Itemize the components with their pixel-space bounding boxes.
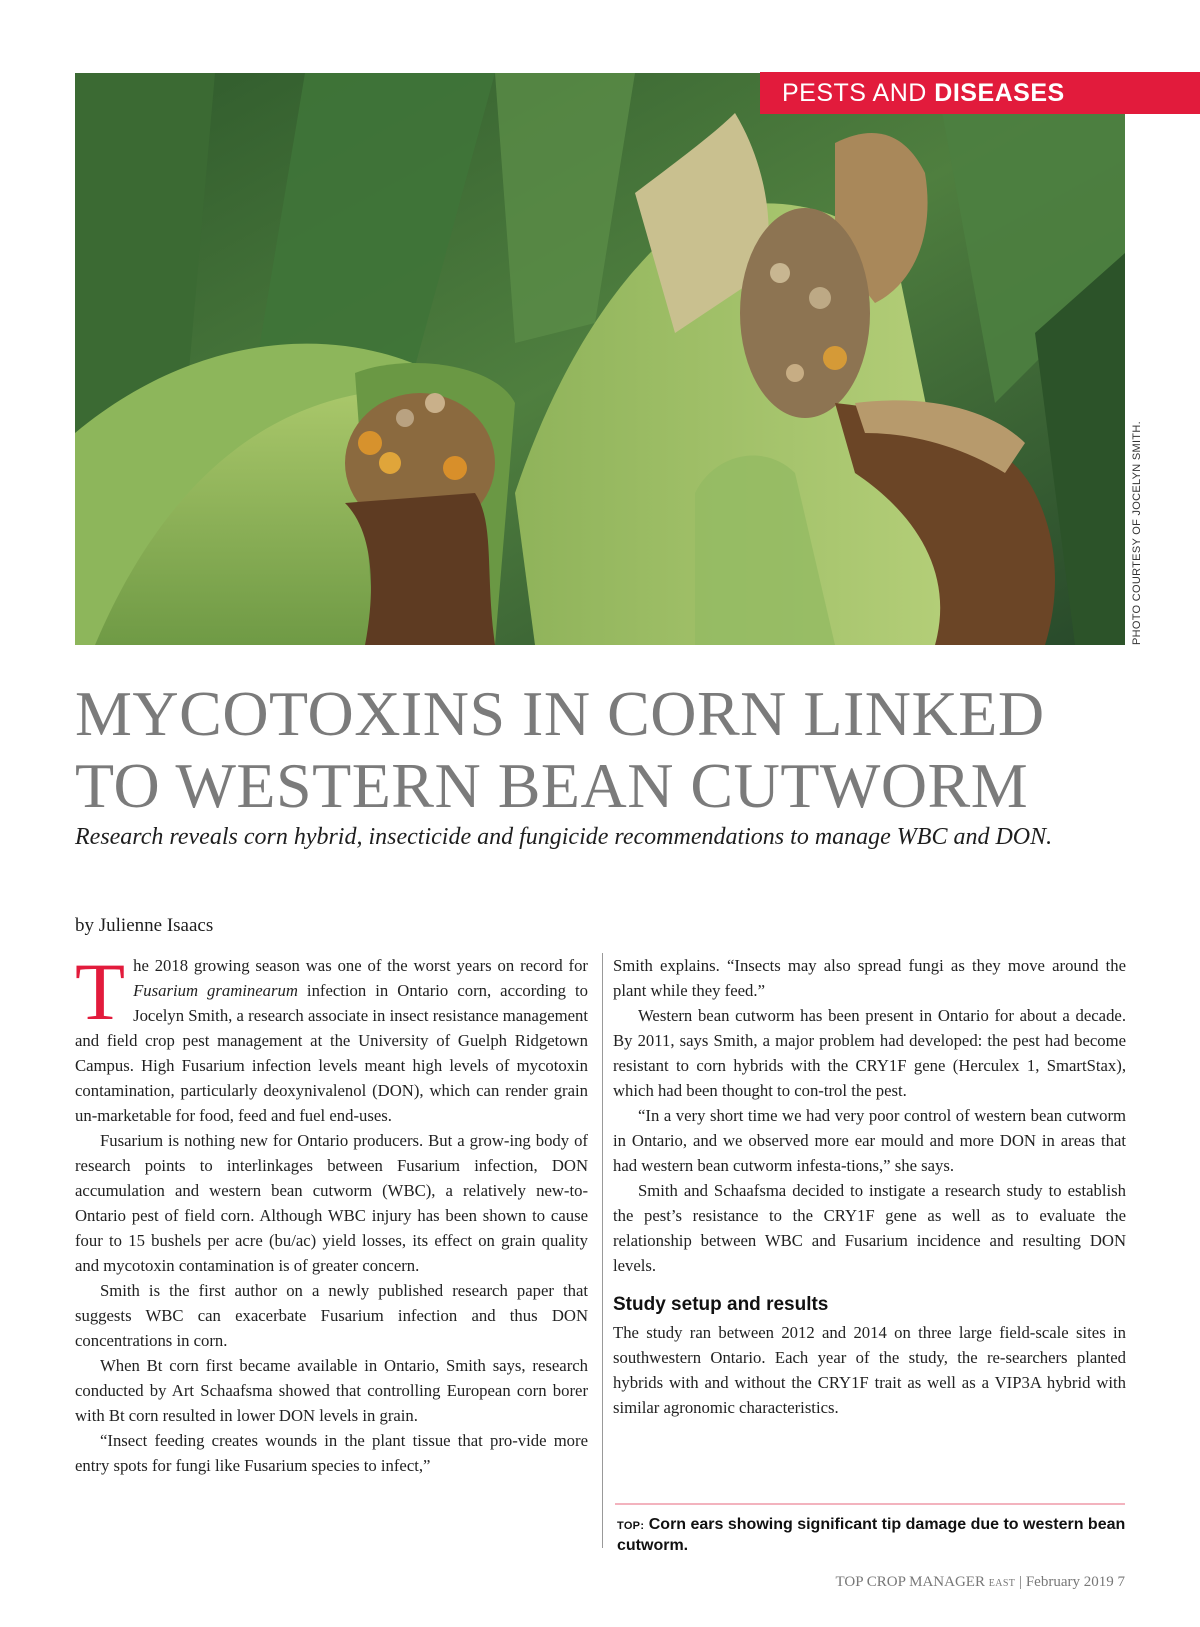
paragraph: Smith explains. “Insects may also spread fungi as they move around the plant while they feed.” bbox=[613, 956, 1126, 1000]
section-tag-bold: DISEASES bbox=[934, 79, 1065, 107]
species-name: Fusarium graminearum bbox=[133, 981, 298, 1000]
paragraph: Western bean cutworm has been present in Ontario for about a decade. By 2011, says Smith, a major problem had developed: the pest had become resistant to corn hybrids with the CRY1F gene (Herculex 1, SmartStax), which had been thought to con-trol the pest. bbox=[613, 1006, 1126, 1100]
corn-ears-illustration bbox=[75, 73, 1125, 645]
page-footer bbox=[835, 1574, 1125, 1591]
paragraph: “In a very short time we had very poor control of western bean cutworm in Ontario, and we observed more ear mould and more DON in areas that had western bean cutworm infesta-tions,” she says. bbox=[613, 1106, 1126, 1175]
drop-cap: T bbox=[75, 946, 126, 1037]
photo-caption bbox=[617, 1515, 1127, 1556]
paragraph: “Insect feeding creates wounds in the plant tissue that pro-vide more entry spots for fungi like Fusarium species to infect,” bbox=[75, 1431, 588, 1475]
paragraph: When Bt corn first became available in Ontario, Smith says, research conducted by Art Schaafsma showed that controlling European corn borer with Bt corn resulted in lower DON levels in grain. bbox=[75, 1356, 588, 1425]
article-column-right bbox=[613, 953, 1126, 1420]
paragraph: The study ran between 2012 and 2014 on three large field-scale sites in southwestern Ontario. Each year of the study, the re-searchers planted hybrids with and without the CRY1F trait as well as a VIP3A hybrid with similar agronomic characteristics. bbox=[613, 1323, 1126, 1417]
caption-text: Corn ears showing significant tip damage due to western bean cutworm. bbox=[617, 1516, 1126, 1554]
paragraph: Fusarium is nothing new for Ontario producers. But a grow-ing body of research points to interlinkages between Fusarium infection, DON accumulation and western bean cutworm (WBC), a relatively new-to-Ontario pest of field corn. Although WBC injury has been shown to cause four to 15 bushels per acre (bu/ac) yield losses, its effect on grain quality and mycotoxin contamination is of greater concern. bbox=[75, 1131, 588, 1275]
caption-rule bbox=[615, 1503, 1125, 1505]
section-tag bbox=[760, 72, 1200, 114]
paragraph bbox=[75, 946, 588, 1128]
paragraph: Smith is the first author on a newly published research paper that suggests WBC can exacerbate Fusarium infection and thus DON concentrations in corn. bbox=[75, 1281, 588, 1350]
headline-line-2: TO WESTERN BEAN CUTWORM bbox=[75, 750, 1029, 821]
paragraph-text: infection in Ontario corn, according to Jocelyn Smith, a research associate in insect resistance management and field crop pest management at the University of Guelph Ridgetown Campus. High Fusarium infection levels meant high levels of mycotoxin contamination, particularly deoxynivalenol (DON), which can render grain un-marketable for food, feed and fuel end-uses. bbox=[75, 981, 588, 1125]
magazine-name: TOP CROP MANAGER bbox=[835, 1574, 985, 1590]
caption-label: TOP: bbox=[617, 1520, 645, 1532]
headline bbox=[75, 678, 1165, 822]
photo-credit: PHOTO COURTESY OF JOCELYN SMITH. bbox=[1131, 421, 1143, 645]
article-column-left bbox=[75, 946, 588, 1478]
byline: by Julienne Isaacs bbox=[75, 915, 214, 936]
column-divider bbox=[602, 953, 603, 1548]
edition-label: EAST bbox=[988, 1578, 1016, 1589]
corn-ears-photo bbox=[75, 73, 1125, 645]
paragraph: Smith and Schaafsma decided to instigate a research study to establish the pest’s resistance to the CRY1F gene as well as to evaluate the relationship between WBC and Fusarium incidence and resulting DON levels. bbox=[613, 1181, 1126, 1275]
deck: Research reveals corn hybrid, insecticide and fungicide recommendations to manage WBC and DON. bbox=[75, 824, 1053, 850]
subheading: Study setup and results bbox=[613, 1294, 829, 1315]
footer-separator: | bbox=[1019, 1574, 1023, 1590]
headline-line-1: MYCOTOXINS IN CORN LINKED bbox=[75, 678, 1045, 749]
section-tag-light: PESTS AND bbox=[782, 79, 927, 107]
date-page: February 2019 7 bbox=[1025, 1574, 1125, 1590]
paragraph-text: he 2018 growing season was one of the worst years on record for bbox=[133, 956, 588, 975]
